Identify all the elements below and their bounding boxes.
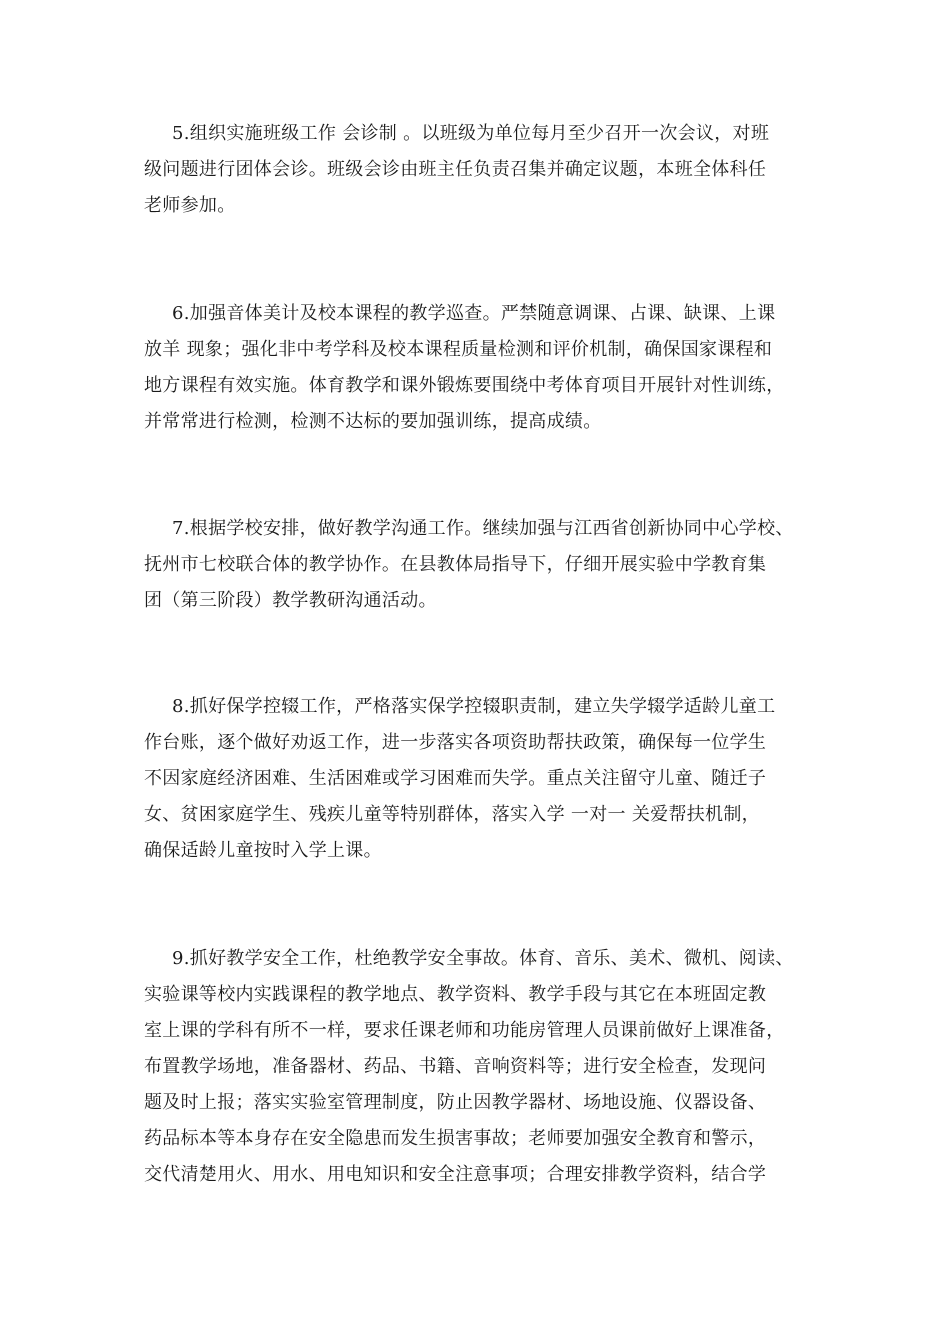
text-line: 5.组织实施班级工作 会诊制 。以班级为单位每月至少召开一次会议，对班 [172, 123, 770, 144]
text-line: 7.根据学校安排，做好教学沟通工作。继续加强与江西省创新协同中心学校、 [172, 518, 794, 539]
paragraph-7 [144, 511, 824, 619]
paragraph-6 [144, 296, 824, 440]
text-line: 布置教学场地，准备器材、药品、书籍、音响资料等；进行安全检查，发现问 [144, 1056, 767, 1077]
text-line: 确保适龄儿童按时入学上课。 [144, 840, 382, 861]
text-line: 药品标本等本身存在安全隐患而发生损害事故；老师要加强安全教育和警示， [144, 1128, 767, 1149]
text-line: 并常常进行检测，检测不达标的要加强训练，提高成绩。 [144, 411, 602, 432]
text-line: 8.抓好保学控辍工作，严格落实保学控辍职责制，建立失学辍学适龄儿童工 [172, 696, 776, 717]
paragraph-5 [144, 116, 824, 224]
text-line: 放羊 现象；强化非中考学科及校本课程质量检测和评价机制，确保国家课程和 [144, 339, 773, 360]
text-line: 9.抓好教学安全工作，杜绝教学安全事故。体育、音乐、美术、微机、阅读、 [172, 948, 794, 969]
text-line: 6.加强音体美计及校本课程的教学巡查。严禁随意调课、占课、缺课、上课 [172, 303, 776, 324]
text-line: 实验课等校内实践课程的教学地点、教学资料、教学手段与其它在本班固定教 [144, 984, 767, 1005]
text-line: 抚州市七校联合体的教学协作。在县教体局指导下，仔细开展实验中学教育集 [144, 554, 767, 575]
text-line: 交代清楚用火、用水、用电知识和安全注意事项；合理安排教学资料，结合学 [144, 1164, 767, 1185]
text-line: 地方课程有效实施。体育教学和课外锻炼要围绕中考体育项目开展针对性训练， [144, 375, 785, 396]
text-line: 题及时上报；落实实验室管理制度，防止因教学器材、场地设施、仪器设备、 [144, 1092, 767, 1113]
paragraph-8 [144, 689, 824, 869]
text-line: 级问题进行团体会诊。班级会诊由班主任负责召集并确定议题，本班全体科任 [144, 159, 767, 180]
text-line: 作台账，逐个做好劝返工作，进一步落实各项资助帮扶政策，确保每一位学生 [144, 732, 767, 753]
text-line: 室上课的学科有所不一样，要求任课老师和功能房管理人员课前做好上课准备， [144, 1020, 785, 1041]
text-line: 团（第三阶段）教学教研沟通活动。 [144, 590, 437, 611]
paragraph-9 [144, 941, 824, 1193]
text-line: 女、贫困家庭学生、残疾儿童等特别群体，落实入学 一对一 关爱帮扶机制， [144, 804, 760, 825]
text-line: 老师参加。 [144, 195, 236, 216]
text-line: 不因家庭经济困难、生活困难或学习困难而失学。重点关注留守儿童、随迁子 [144, 768, 767, 789]
